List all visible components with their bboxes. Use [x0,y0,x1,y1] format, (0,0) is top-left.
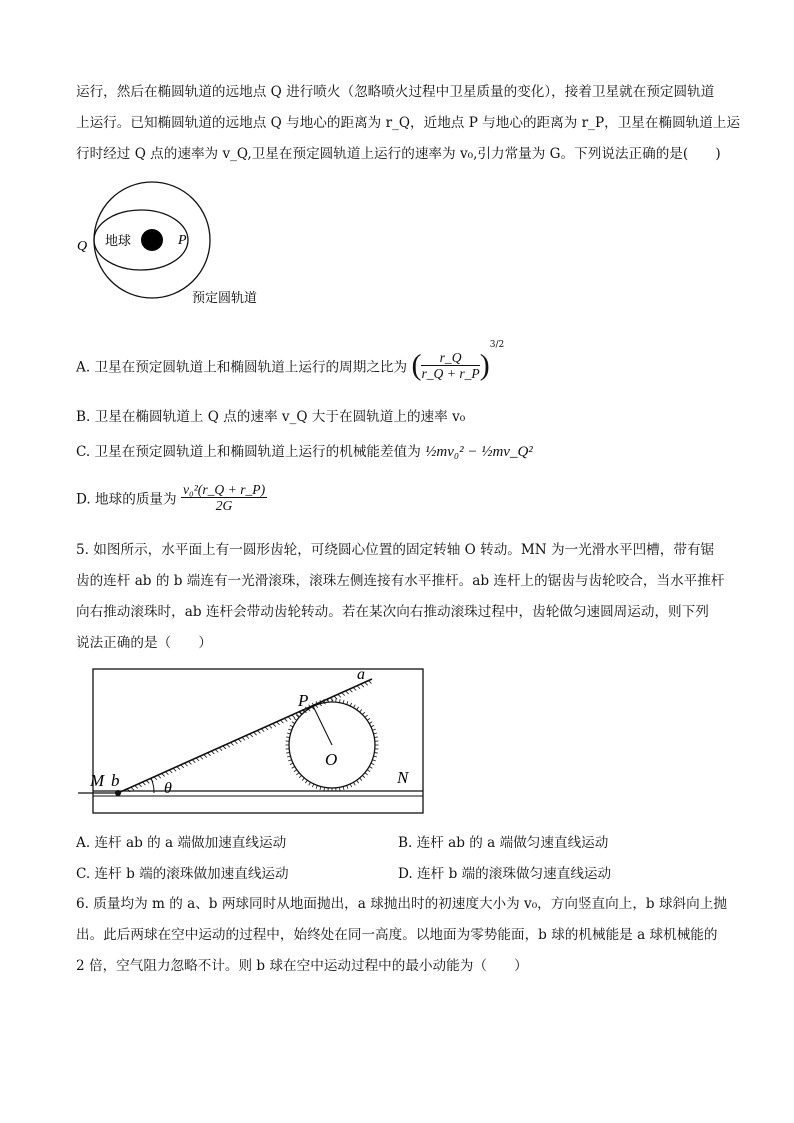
q4-text-line-2: 上运行。已知椭圆轨道的远地点 Q 与地心的距离为 r_Q，近地点 P 与地心的距离为 r_P，卫星在椭圆轨道上运 [76,115,741,131]
label-a: a [357,666,365,683]
gear-rack-diagram [76,665,432,817]
q4-option-a-numerator: r_Q [421,350,479,366]
label-m: M [90,771,105,790]
q4-option-d [76,482,267,513]
q4-text-line-1: 运行，然后在椭圆轨道的远地点 Q 进行喷火（忽略喷火过程中卫星质量的变化），接着卫星就在预定圆轨道 [76,84,715,100]
q5-option-d: D. 连杆 b 端的滚珠做匀速直线运动 [398,866,612,882]
roller-ball [115,790,121,796]
orbit-label: 预定圆轨道 [192,291,258,306]
q4-option-d-text: D. 地球的质量为 [76,491,177,508]
q6-text-line-1: 6. 质量均为 m 的 a、b 两球同时从地面抛出，a 球抛出时的初速度大小为 v₀，方向竖直向上，b 球斜向上抛 [76,896,727,912]
q5-option-b: B. 连杆 ab 的 a 端做匀速直线运动 [398,835,609,851]
q4-option-b: B. 卫星在椭圆轨道上 Q 点的速率 v_Q 大于在圆轨道上的速率 v₀ [76,409,466,425]
q4-option-c [76,440,533,461]
connecting-rod-ab [118,679,372,793]
q5-text-line-3: 向右推动滚珠时，ab 连杆会带动齿轮转动。若在某次向右推动滚珠过程中，齿轮做匀速圆周运动，则下列 [76,604,709,620]
q4-option-c-formula: ½mv₀² − ½mv_Q² [425,444,533,460]
q4-option-a-exponent: 3/2 [489,340,505,350]
label-theta: θ [164,780,172,797]
q4-option-a: A. 卫星在预定圆轨道上和椭圆轨道上运行的周期之比为 ( $\frac{r\_Q}{r\_Q + r\_P}$ )$^{3/2}$ [76,340,505,382]
q4-option-c-text: C. 卫星在预定圆轨道上和椭圆轨道上运行的机械能差值为 [76,444,421,460]
label-o: O [325,750,338,769]
label-n: N [397,768,409,787]
label-b: b [111,771,120,790]
q5-text-line-1: 5. 如图所示，水平面上有一圆形齿轮，可绕圆心位置的固定转轴 O 转动。MN 为一光滑水平凹槽，带有锯 [76,542,715,558]
q5-text-line-2: 齿的连杆 ab 的 b 端连有一光滑滚珠，滚珠左侧连接有水平推杆。ab 连杆上的锯齿与齿轮咬合，当水平推杆 [76,573,725,589]
q4-option-d-numerator: v₀²(r_Q + r_P) [182,482,266,497]
q4-text-line-3: 行时经过 Q 点的速率为 v_Q,卫星在预定圆轨道上运行的速率为 v₀,引力常量为 G。下列说法正确的是( ) [76,146,721,162]
q6-text-line-3: 2 倍，空气阻力忽略不计。则 b 球在空中运动过程中的最小动能为（ ） [76,958,528,974]
q5-text-line-4: 说法正确的是（ ） [76,635,212,651]
q5-option-c: C. 连杆 b 端的滚珠做加速直线运动 [76,866,289,882]
q4-option-d-denominator: 2G [215,498,233,513]
orbit-diagram [72,178,292,310]
q6-text-line-2: 出。此后两球在空中运动的过程中，始终处在同一高度。以地面为零势能面，b 球的机械能是 a 球机械能的 [76,927,718,943]
q4-option-a-fraction [421,350,479,381]
q4-option-a-text: A. 卫星在预定圆轨道上和椭圆轨道上运行的周期之比为 [76,359,408,376]
gear-radius-op [313,706,332,745]
q4-option-a-denominator: r_Q + r_P [421,366,480,381]
rack-teeth [127,681,371,792]
label-p: P [178,233,187,248]
q4-option-d-fraction [181,482,267,513]
earth-label: 地球 [105,234,132,249]
q5-option-a: A. 连杆 ab 的 a 端做加速直线运动 [76,835,287,851]
label-p: P [298,691,309,710]
earth-dot [141,229,163,251]
label-q: Q [77,239,88,254]
